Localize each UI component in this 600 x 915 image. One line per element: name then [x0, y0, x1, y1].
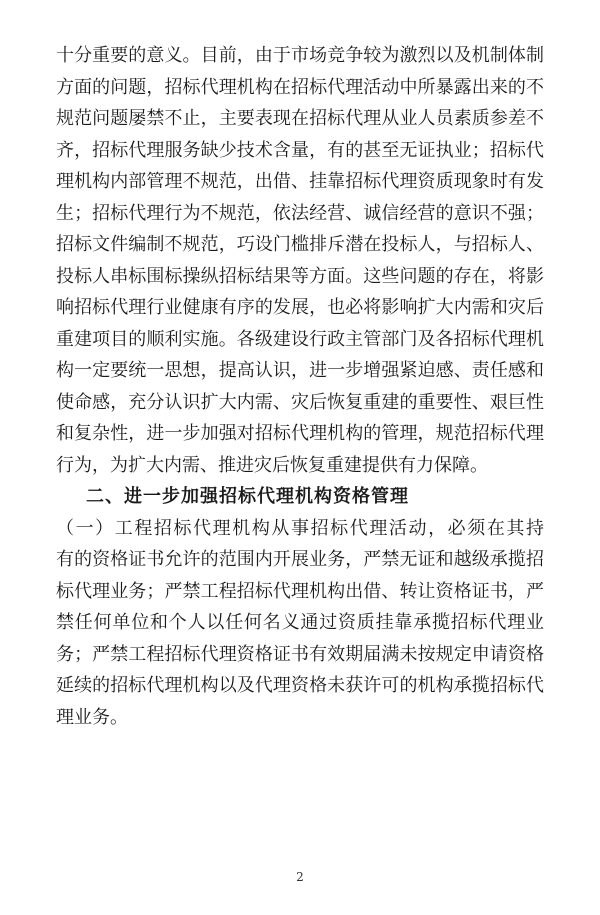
paragraph-line: 使命感，充分认识扩大内需、灾后恢复重建的重要性、艰巨性 — [56, 391, 544, 413]
paragraph-line: 齐，招标代理服务缺少技术含量，有的甚至无证执业；招标代 — [56, 139, 544, 161]
paragraph-line: 和复杂性，进一步加强对招标代理机构的管理，规范招标代理 — [56, 423, 544, 444]
page-number: 2 — [296, 870, 304, 884]
paragraph-line: 禁任何单位和个人以任何名义通过资质挂靠承揽招标代理业 — [56, 612, 544, 633]
paragraph-line: 方面的问题，招标代理机构在招标代理活动中所暴露出来的不 — [56, 76, 544, 98]
paragraph-line: 有的资格证书允许的范围内开展业务，严禁无证和越级承揽招 — [56, 549, 544, 570]
paragraph-line: 理机构内部管理不规范，出借、挂靠招标代理资质现象时有发 — [56, 171, 544, 192]
paragraph-line: 响招标代理行业健康有序的发展，也必将影响扩大内需和灾后 — [56, 297, 544, 318]
paragraph-line: 规范问题屡禁不止，主要表现在招标代理从业人员素质参差不 — [56, 108, 544, 129]
paragraph-line: 标代理业务；严禁工程招标代理机构出借、转让资格证书，严 — [56, 580, 544, 602]
paragraph-line: 十分重要的意义。目前，由于市场竞争较为激烈以及机制体制 — [56, 45, 544, 66]
paragraph-line: 延续的招标代理机构以及代理资格未获许可的机构承揽招标代 — [56, 675, 544, 696]
paragraph-line: 务；严禁工程招标代理资格证书有效期届满未按规定申请资格 — [56, 643, 544, 665]
paragraph-2 — [56, 513, 544, 734]
paragraph-line: 投标人串标围标操纵招标结果等方面。这些问题的存在，将影 — [56, 265, 544, 287]
paragraph-line: 重建项目的顺利实施。各级建设行政主管部门及各招标代理机 — [56, 328, 544, 350]
paragraph-line: 理业务。 — [56, 706, 128, 728]
paragraph-line: 生；招标代理行为不规范，依法经营、诚信经营的意识不强； — [56, 202, 544, 224]
paragraph-line: 构一定要统一思想，提高认识，进一步增强紧迫感、责任感和 — [56, 360, 544, 381]
paragraph-line: （一）工程招标代理机构从事招标代理活动，必须在其持 — [56, 517, 544, 539]
paragraph-line: 招标文件编制不规范，巧设门槛排斥潜在投标人，与招标人、 — [56, 234, 544, 255]
paragraph-line: 行为，为扩大内需、推进灾后恢复重建提供有力保障。 — [56, 454, 488, 476]
paragraph-1 — [56, 40, 544, 481]
section-heading: 二、进一步加强招标代理机构资格管理 — [86, 486, 409, 507]
